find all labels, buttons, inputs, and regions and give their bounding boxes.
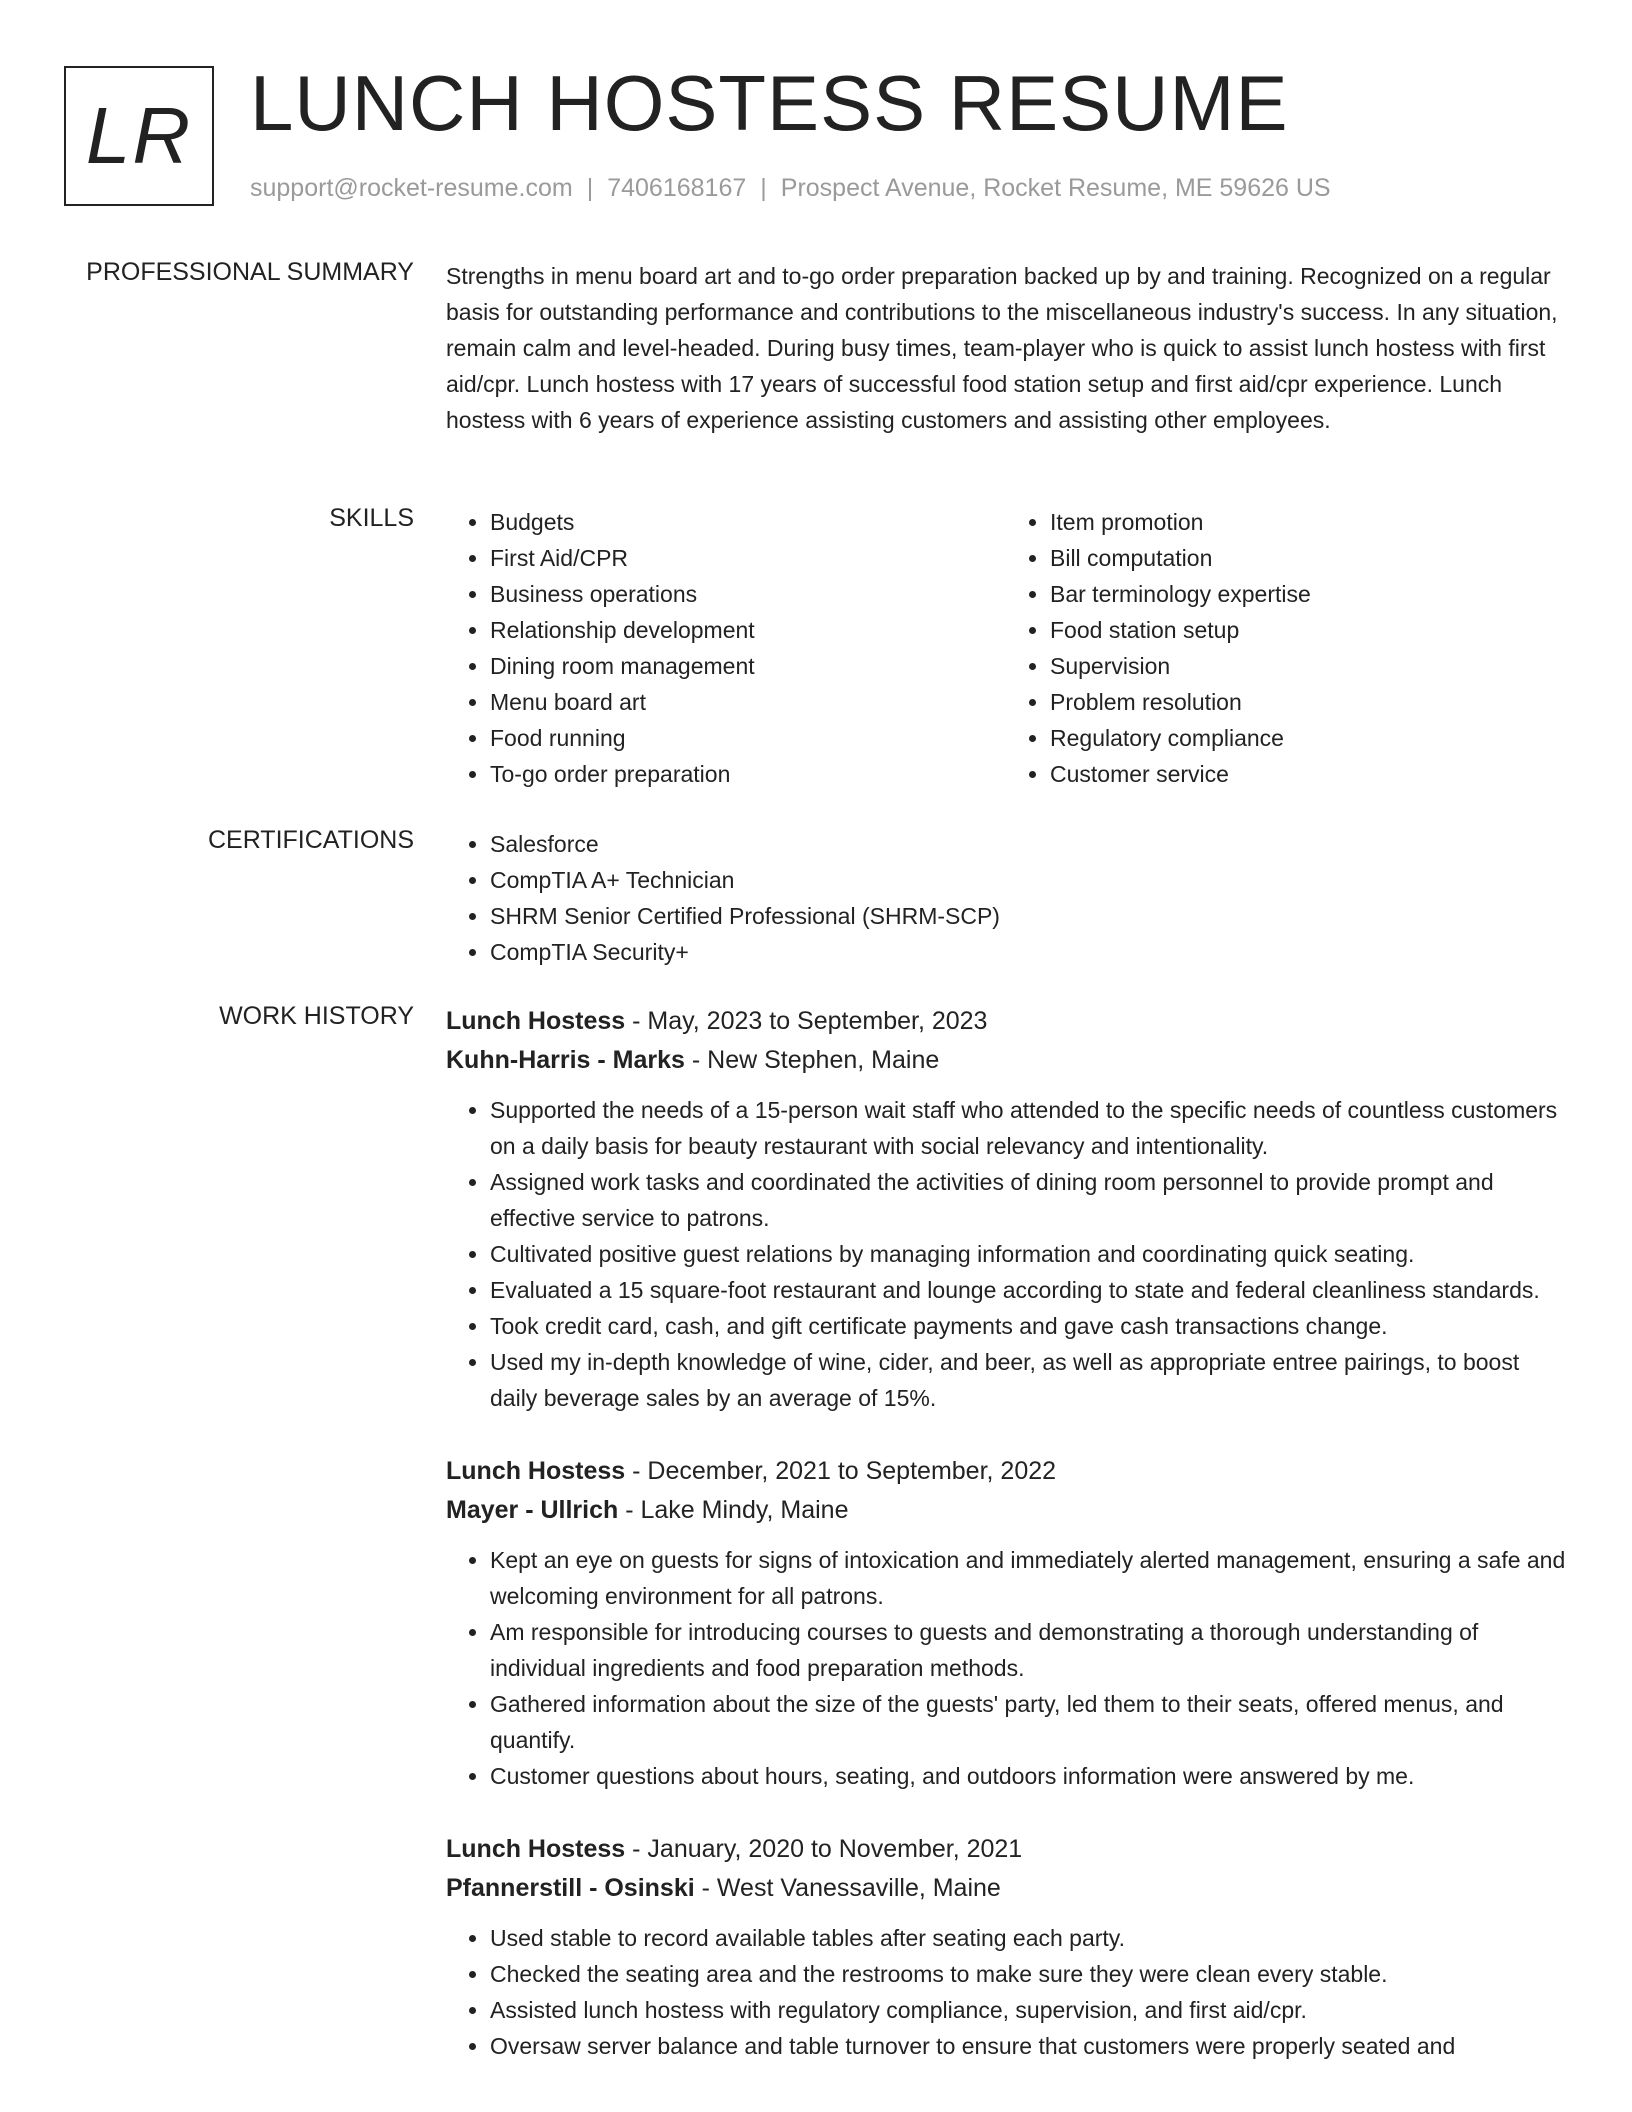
job-bullet: • Gathered information about the size of the guests' party, led them to their seats, offered menus, and quantify. [490, 1686, 1566, 1758]
section-label-work-history: WORK HISTORY [219, 1002, 414, 1030]
contact-email[interactable]: support@rocket-resume.com [250, 174, 573, 202]
job-entry [446, 1452, 1566, 1794]
monogram-logo [64, 66, 214, 206]
certification-item: • CompTIA Security+ [490, 934, 1566, 970]
job-bullet: • Evaluated a 15 square-foot restaurant and lounge according to state and federal cleanliness standards. [490, 1272, 1566, 1308]
skill-item: • Relationship development [490, 612, 1006, 648]
job-title: Lunch Hostess [446, 1007, 626, 1035]
certifications-list [446, 826, 1566, 970]
job-entry [446, 1830, 1566, 2064]
job-location: - Lake Mindy, Maine [618, 1496, 849, 1524]
contact-separator: | [760, 174, 767, 202]
skill-item: • Dining room management [490, 648, 1006, 684]
section-label-summary: PROFESSIONAL SUMMARY [86, 258, 414, 286]
monogram-text: LR [85, 91, 193, 180]
job-bullet: • Checked the seating area and the restrooms to make sure they were clean every stable. [490, 1956, 1566, 1992]
skill-item: • First Aid/CPR [490, 540, 1006, 576]
summary-text: Strengths in menu board art and to-go order preparation backed up by and training. Recognized on a regular basis for outstanding performance and contributions to the miscellaneous industry's success. In any situation, remain calm and level-headed. During busy times, team-player who is quick to assist lunch hostess with first aid/cpr. Lunch hostess with 17 years of successful food station setup and first aid/cpr experience. Lunch hostess with 6 years of experience assisting customers and assisting other employees. [446, 263, 1558, 433]
section-label-certifications: CERTIFICATIONS [207, 826, 414, 854]
job-bullet: • Supported the needs of a 15-person wait staff who attended to the specific needs of countless customers on a daily basis for beauty restaurant with social relevancy and intentionality. [490, 1092, 1566, 1164]
job-bullets [446, 1542, 1566, 1794]
certification-item: • Salesforce [490, 826, 1566, 862]
job-bullet: • Cultivated positive guest relations by managing information and coordinating quick seating. [490, 1236, 1566, 1272]
job-dates: - January, 2020 to November, 2021 [625, 1835, 1023, 1863]
job-bullet: • Assigned work tasks and coordinated the activities of dining room personnel to provide prompt and effective service to patrons. [490, 1164, 1566, 1236]
skills-list-left [446, 504, 1006, 792]
skills-list-right [1006, 504, 1566, 792]
job-company: Kuhn-Harris - Marks [446, 1046, 685, 1074]
skill-item: • Budgets [490, 504, 1006, 540]
job-title-line [446, 1452, 1566, 1491]
job-company: Mayer - Ullrich [446, 1496, 619, 1524]
job-bullet: • Oversaw server balance and table turnover to ensure that customers were properly seated and [490, 2028, 1566, 2064]
skill-item: • Food running [490, 720, 1006, 756]
job-company-line [446, 1869, 1566, 1908]
skill-item: • Business operations [490, 576, 1006, 612]
contact-line [250, 174, 1331, 203]
skill-item: • Regulatory compliance [1050, 720, 1566, 756]
job-dates: - May, 2023 to September, 2023 [625, 1007, 988, 1035]
job-company-line [446, 1491, 1566, 1530]
job-company-line [446, 1041, 1566, 1080]
job-bullet: • Used stable to record available tables after seating each party. [490, 1920, 1566, 1956]
job-bullet: • Am responsible for introducing courses to guests and demonstrating a thorough understanding of individual ingredients and food preparation methods. [490, 1614, 1566, 1686]
resume-title: LUNCH HOSTESS RESUME [250, 59, 1289, 147]
job-location: - New Stephen, Maine [684, 1046, 940, 1074]
job-dates: - December, 2021 to September, 2022 [625, 1457, 1057, 1485]
job-bullets [446, 1092, 1566, 1416]
job-bullet: • Used my in-depth knowledge of wine, cider, and beer, as well as appropriate entree pairings, to boost daily beverage sales by an average of 15%. [490, 1344, 1566, 1416]
contact-separator: | [586, 174, 594, 202]
job-entry [446, 1002, 1566, 1416]
skill-item: • Menu board art [490, 684, 1006, 720]
skill-item: • Bar terminology expertise [1050, 576, 1566, 612]
section-label-skills: SKILLS [329, 504, 414, 532]
skill-item: • Customer service [1050, 756, 1566, 792]
job-location: - West Vanessaville, Maine [694, 1874, 1001, 1902]
job-title-line [446, 1830, 1566, 1869]
skill-item: • Supervision [1050, 648, 1566, 684]
job-bullet: • Kept an eye on guests for signs of intoxication and immediately alerted management, ensuring a safe and welcoming environment for all patrons. [490, 1542, 1566, 1614]
job-title: Lunch Hostess [446, 1457, 626, 1485]
job-bullet: • Customer questions about hours, seating, and outdoors information were answered by me. [490, 1758, 1566, 1794]
job-title: Lunch Hostess [446, 1835, 626, 1863]
job-bullets [446, 1920, 1566, 2064]
contact-phone[interactable]: 7406168167 [607, 174, 747, 202]
job-bullet: • Took credit card, cash, and gift certificate payments and gave cash transactions change. [490, 1308, 1566, 1344]
contact-address: Prospect Avenue, Rocket Resume, ME 59626 US [780, 174, 1331, 202]
job-title-line [446, 1002, 1566, 1041]
skill-item: • Food station setup [1050, 612, 1566, 648]
job-company: Pfannerstill - Osinski [446, 1874, 695, 1902]
job-bullet: • Assisted lunch hostess with regulatory compliance, supervision, and first aid/cpr. [490, 1992, 1566, 2028]
skill-item: • Problem resolution [1050, 684, 1566, 720]
certification-item: • SHRM Senior Certified Professional (SHRM-SCP) [490, 898, 1566, 934]
skill-item: • To-go order preparation [490, 756, 1006, 792]
skill-item: • Item promotion [1050, 504, 1566, 540]
skill-item: • Bill computation [1050, 540, 1566, 576]
certification-item: • CompTIA A+ Technician [490, 862, 1566, 898]
